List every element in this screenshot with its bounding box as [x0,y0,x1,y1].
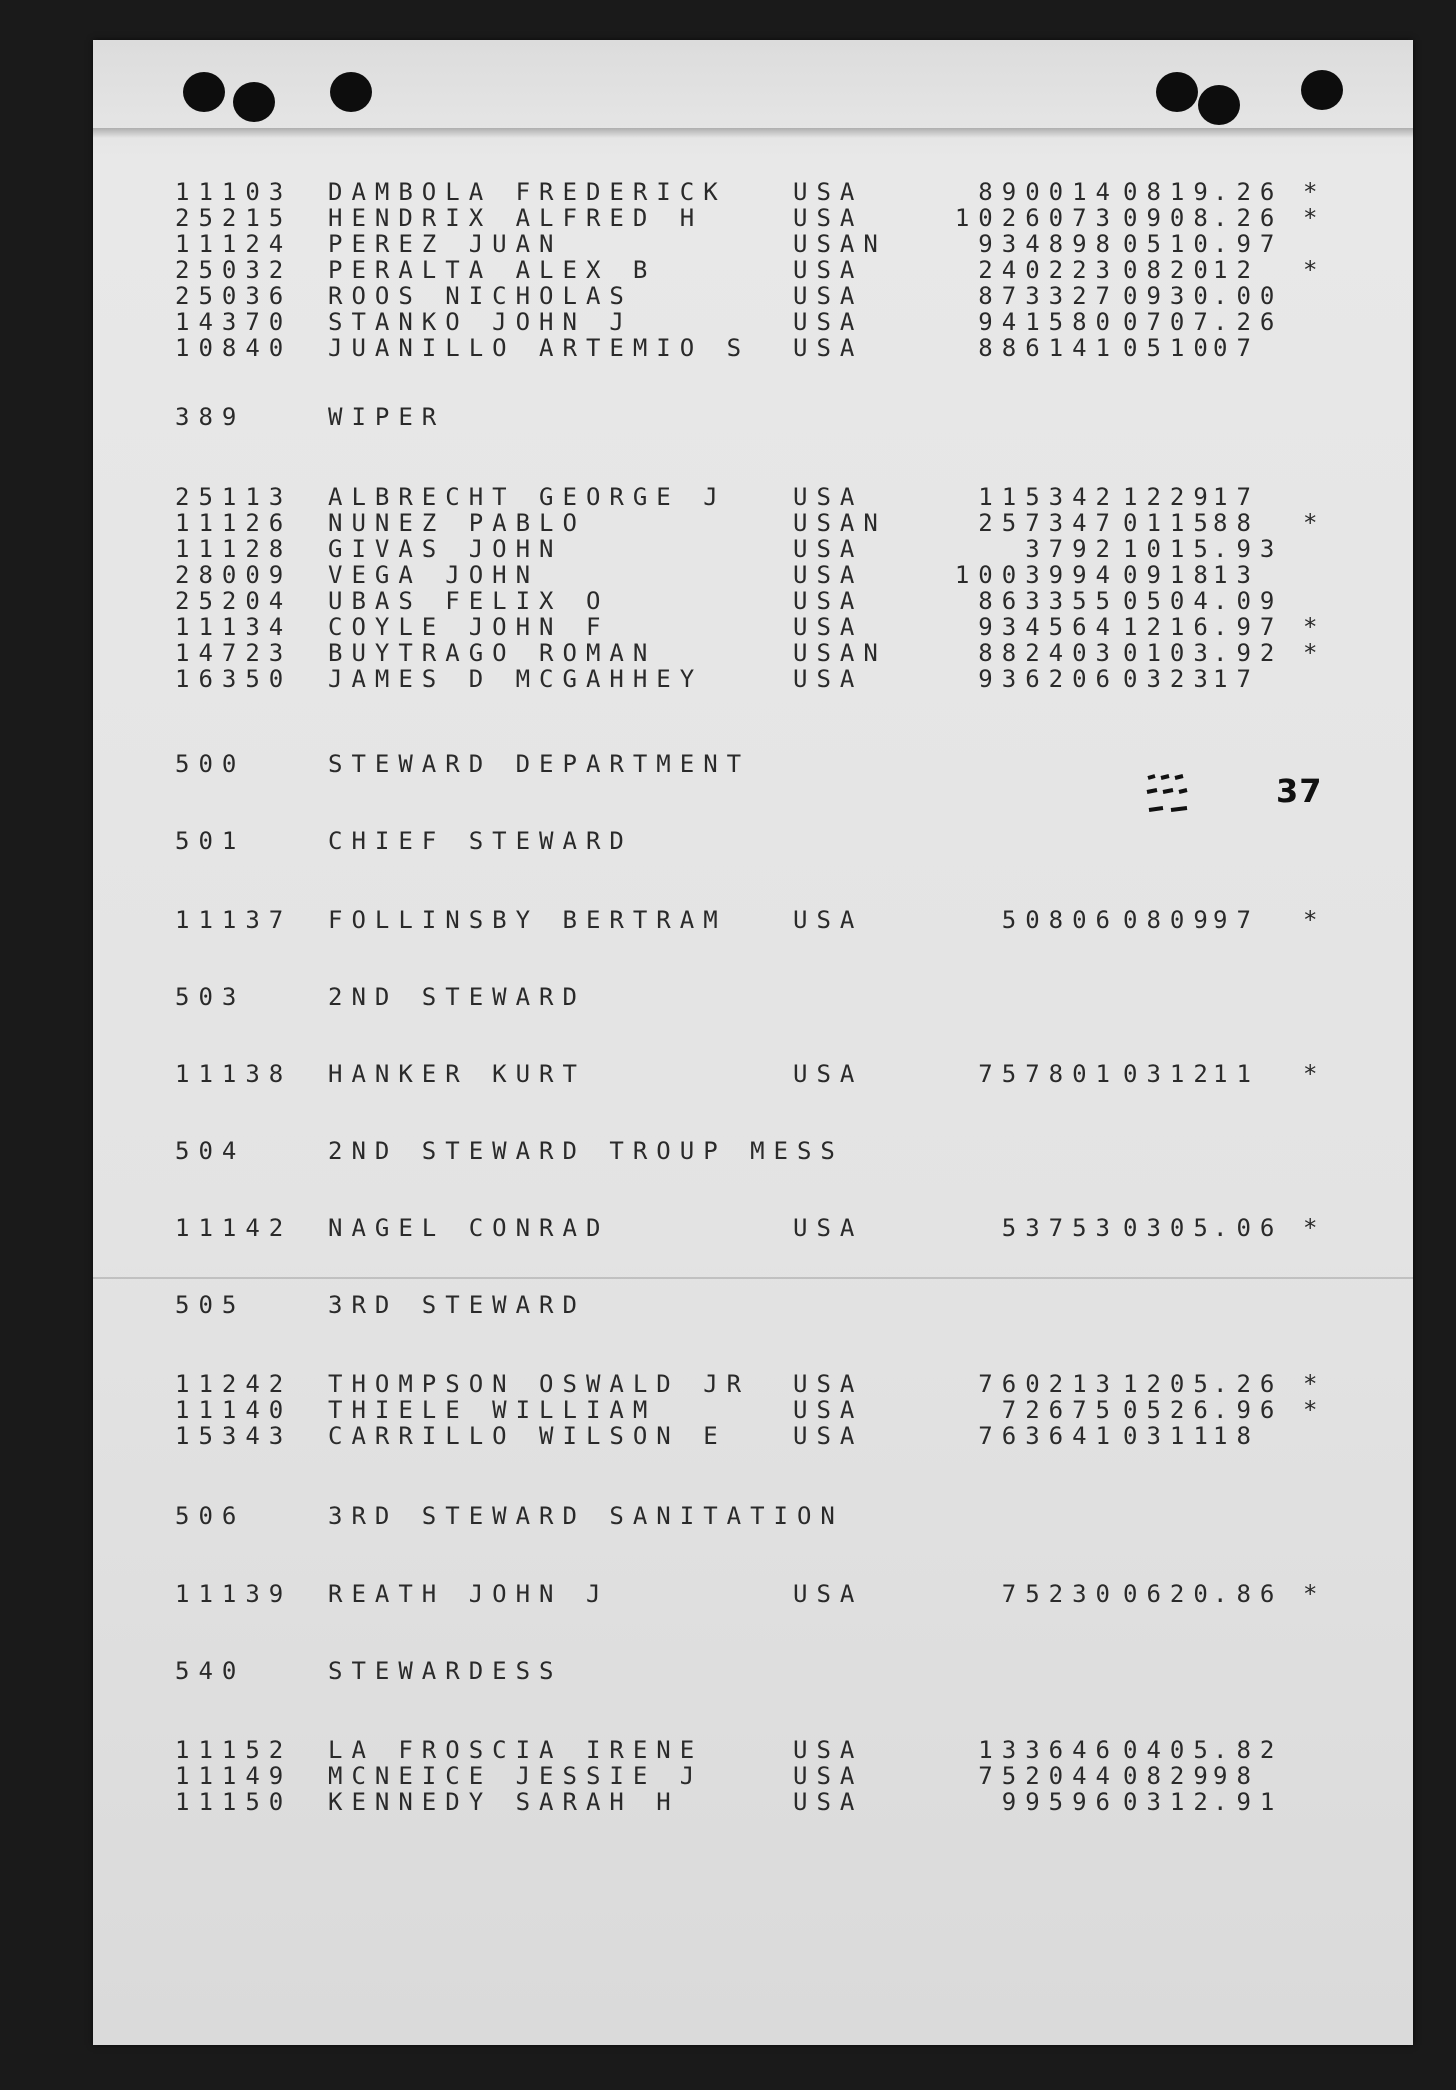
crew-id: 11126 [175,509,293,537]
crew-id: 16350 [175,665,293,693]
rate-value: .93 [1213,535,1284,563]
crew-id: 25036 [175,282,293,310]
document-number: 1003994 [954,561,1119,589]
document-number: 75230 [1001,1580,1119,1608]
date-code: 0312 [1123,1060,1217,1088]
rate-value: 17 [1213,665,1260,693]
section-code: 500 [175,750,246,778]
crew-id: 11142 [175,1214,293,1242]
punch-hole [233,82,275,122]
section-title: 2ND STEWARD [328,983,586,1011]
document-number: 240223 [978,256,1119,284]
date-code: 1216 [1123,613,1217,641]
crew-id: 11149 [175,1762,293,1790]
section-code: 540 [175,1657,246,1685]
crew-id: 25032 [175,256,293,284]
date-code: 0820 [1123,256,1217,284]
crew-id: 11140 [175,1396,293,1424]
asterisk-mark: * [1303,906,1327,934]
section-title: 3RD STEWARD SANITATION [328,1502,844,1530]
punch-hole [183,72,225,112]
nationality: USA [793,906,864,934]
crew-name: THIELE WILLIAM [328,1396,657,1424]
punch-hole [1198,85,1240,125]
rate-value: .91 [1213,1788,1284,1816]
rate-value: .96 [1213,1396,1284,1424]
asterisk-mark: * [1303,256,1327,284]
document-number: 890014 [978,178,1119,206]
document-number: 760213 [978,1370,1119,1398]
punch-hole [1301,70,1343,110]
rate-value: .92 [1213,639,1284,667]
rate-value: .26 [1213,178,1284,206]
crew-id: 14723 [175,639,293,667]
crew-name: JUANILLO ARTEMIO S [328,334,751,362]
crew-name: ROOS NICHOLAS [328,282,633,310]
date-code: 0829 [1123,1762,1217,1790]
document-number: 757801 [978,1060,1119,1088]
crew-name: GIVAS JOHN [328,535,563,563]
nationality: USA [793,1214,864,1242]
nationality: USA [793,665,864,693]
document-number: 115342 [978,483,1119,511]
crew-name: PEREZ JUAN [328,230,563,258]
date-code: 0312 [1123,1788,1217,1816]
document-number: 886141 [978,334,1119,362]
asterisk-mark: * [1303,1370,1327,1398]
crew-name: BUYTRAGO ROMAN [328,639,657,667]
rate-value: .82 [1213,1736,1284,1764]
crew-name: HENDRIX ALFRED H [328,204,704,232]
nationality: USA [793,256,864,284]
document-number: 257347 [978,509,1119,537]
rate-value: .26 [1213,1370,1284,1398]
crew-name: THOMPSON OSWALD JR [328,1370,751,1398]
punch-hole [1156,72,1198,112]
date-code: 0323 [1123,665,1217,693]
nationality: USA [793,613,864,641]
document-number: 3792 [1025,535,1119,563]
document-number: 882403 [978,639,1119,667]
nationality: USAN [793,639,887,667]
nationality: USA [793,334,864,362]
rate-value: 18 [1213,1422,1260,1450]
crew-name: COYLE JOHN F [328,613,610,641]
handwritten-mark [1143,770,1203,818]
section-code: 503 [175,983,246,1011]
asterisk-mark: * [1303,639,1327,667]
crew-id: 11134 [175,613,293,641]
nationality: USA [793,1736,864,1764]
document-number: 133646 [978,1736,1119,1764]
crew-name: JAMES D MCGAHHEY [328,665,704,693]
date-code: 0115 [1123,509,1217,537]
crew-name: PERALTA ALEX B [328,256,657,284]
crew-name: UBAS FELIX O [328,587,610,615]
crew-name: CARRILLO WILSON E [328,1422,727,1450]
crew-id: 11242 [175,1370,293,1398]
asterisk-mark: * [1303,1580,1327,1608]
document-number: 934564 [978,613,1119,641]
document-page [93,40,1413,2045]
date-code: 0311 [1123,1422,1217,1450]
section-code: 504 [175,1137,246,1165]
document-number: 936206 [978,665,1119,693]
nationality: USA [793,483,864,511]
crew-name: KENNEDY SARAH H [328,1788,680,1816]
nationality: USA [793,1370,864,1398]
section-title: CHIEF STEWARD [328,827,633,855]
nationality: USAN [793,230,887,258]
section-title: WIPER [328,403,446,431]
document-number: 50806 [1001,906,1119,934]
date-code: 0908 [1123,204,1217,232]
document-number: 863355 [978,587,1119,615]
rate-value: .26 [1213,308,1284,336]
date-code: 0510 [1123,230,1217,258]
date-code: 0103 [1123,639,1217,667]
asterisk-mark: * [1303,1396,1327,1424]
crew-id: 28009 [175,561,293,589]
rate-value: 11 [1213,1060,1260,1088]
rate-value: .26 [1213,204,1284,232]
asterisk-mark: * [1303,204,1327,232]
date-code: 0930 [1123,282,1217,310]
rate-value: 88 [1213,509,1260,537]
crew-id: 11139 [175,1580,293,1608]
section-code: 389 [175,403,246,431]
section-title: STEWARD DEPARTMENT [328,750,751,778]
nationality: USA [793,308,864,336]
crew-name: NUNEZ PABLO [328,509,586,537]
section-code: 501 [175,827,246,855]
asterisk-mark: * [1303,613,1327,641]
crew-id: 15343 [175,1422,293,1450]
document-number: 99596 [1001,1788,1119,1816]
nationality: USA [793,282,864,310]
asterisk-mark: * [1303,509,1327,537]
date-code: 1229 [1123,483,1217,511]
crew-name: LA FROSCIA IRENE [328,1736,704,1764]
rate-value: 98 [1213,1762,1260,1790]
date-code: 0620 [1123,1580,1217,1608]
section-title: STEWARDESS [328,1657,563,1685]
section-title: 2ND STEWARD TROUP MESS [328,1137,844,1165]
crew-name: ALBRECHT GEORGE J [328,483,727,511]
document-number: 53753 [1001,1214,1119,1242]
paper-fold [93,128,1413,138]
crew-id: 25215 [175,204,293,232]
crew-id: 11103 [175,178,293,206]
date-code: 0504 [1123,587,1217,615]
crew-id: 11128 [175,535,293,563]
date-code: 0510 [1123,334,1217,362]
crew-id: 14370 [175,308,293,336]
crew-name: MCNEICE JESSIE J [328,1762,704,1790]
rate-value: 17 [1213,483,1260,511]
section-title: 3RD STEWARD [328,1291,586,1319]
nationality: USA [793,1580,864,1608]
document-number: 934898 [978,230,1119,258]
rate-value: .06 [1213,1214,1284,1242]
nationality: USA [793,1422,864,1450]
rate-value: 12 [1213,256,1260,284]
crew-id: 25204 [175,587,293,615]
date-code: 1205 [1123,1370,1217,1398]
asterisk-mark: * [1303,178,1327,206]
nationality: USA [793,1762,864,1790]
crew-id: 11150 [175,1788,293,1816]
date-code: 1015 [1123,535,1217,563]
rate-value: .00 [1213,282,1284,310]
punch-hole [330,72,372,112]
crew-name: VEGA JOHN [328,561,540,589]
document-number: 72675 [1001,1396,1119,1424]
date-code: 0707 [1123,308,1217,336]
rate-value: 97 [1213,906,1260,934]
nationality: USA [793,587,864,615]
crew-name: STANKO JOHN J [328,308,633,336]
nationality: USA [793,1396,864,1424]
nationality: USA [793,561,864,589]
rate-value: 13 [1213,561,1260,589]
crew-id: 11137 [175,906,293,934]
crew-id: 11138 [175,1060,293,1088]
date-code: 0809 [1123,906,1217,934]
document-number: 752044 [978,1762,1119,1790]
section-code: 506 [175,1502,246,1530]
rate-value: .86 [1213,1580,1284,1608]
paper-crease [93,1277,1413,1279]
nationality: USA [793,1788,864,1816]
crew-name: DAMBOLA FREDERICK [328,178,727,206]
page-number: 37 [1276,772,1323,810]
date-code: 0305 [1123,1214,1217,1242]
rate-value: .97 [1213,230,1284,258]
crew-id: 25113 [175,483,293,511]
nationality: USAN [793,509,887,537]
nationality: USA [793,204,864,232]
document-number: 873327 [978,282,1119,310]
rate-value: .09 [1213,587,1284,615]
rate-value: 07 [1213,334,1260,362]
nationality: USA [793,535,864,563]
crew-name: FOLLINSBY BERTRAM [328,906,727,934]
crew-name: REATH JOHN J [328,1580,610,1608]
asterisk-mark: * [1303,1060,1327,1088]
rate-value: .97 [1213,613,1284,641]
date-code: 0819 [1123,178,1217,206]
nationality: USA [793,1060,864,1088]
crew-name: NAGEL CONRAD [328,1214,610,1242]
section-code: 505 [175,1291,246,1319]
crew-id: 10840 [175,334,293,362]
document-number: 763641 [978,1422,1119,1450]
date-code: 0526 [1123,1396,1217,1424]
crew-id: 11124 [175,230,293,258]
date-code: 0918 [1123,561,1217,589]
document-number: 941580 [978,308,1119,336]
date-code: 0405 [1123,1736,1217,1764]
crew-id: 11152 [175,1736,293,1764]
crew-name: HANKER KURT [328,1060,586,1088]
document-number: 1026073 [954,204,1119,232]
asterisk-mark: * [1303,1214,1327,1242]
nationality: USA [793,178,864,206]
